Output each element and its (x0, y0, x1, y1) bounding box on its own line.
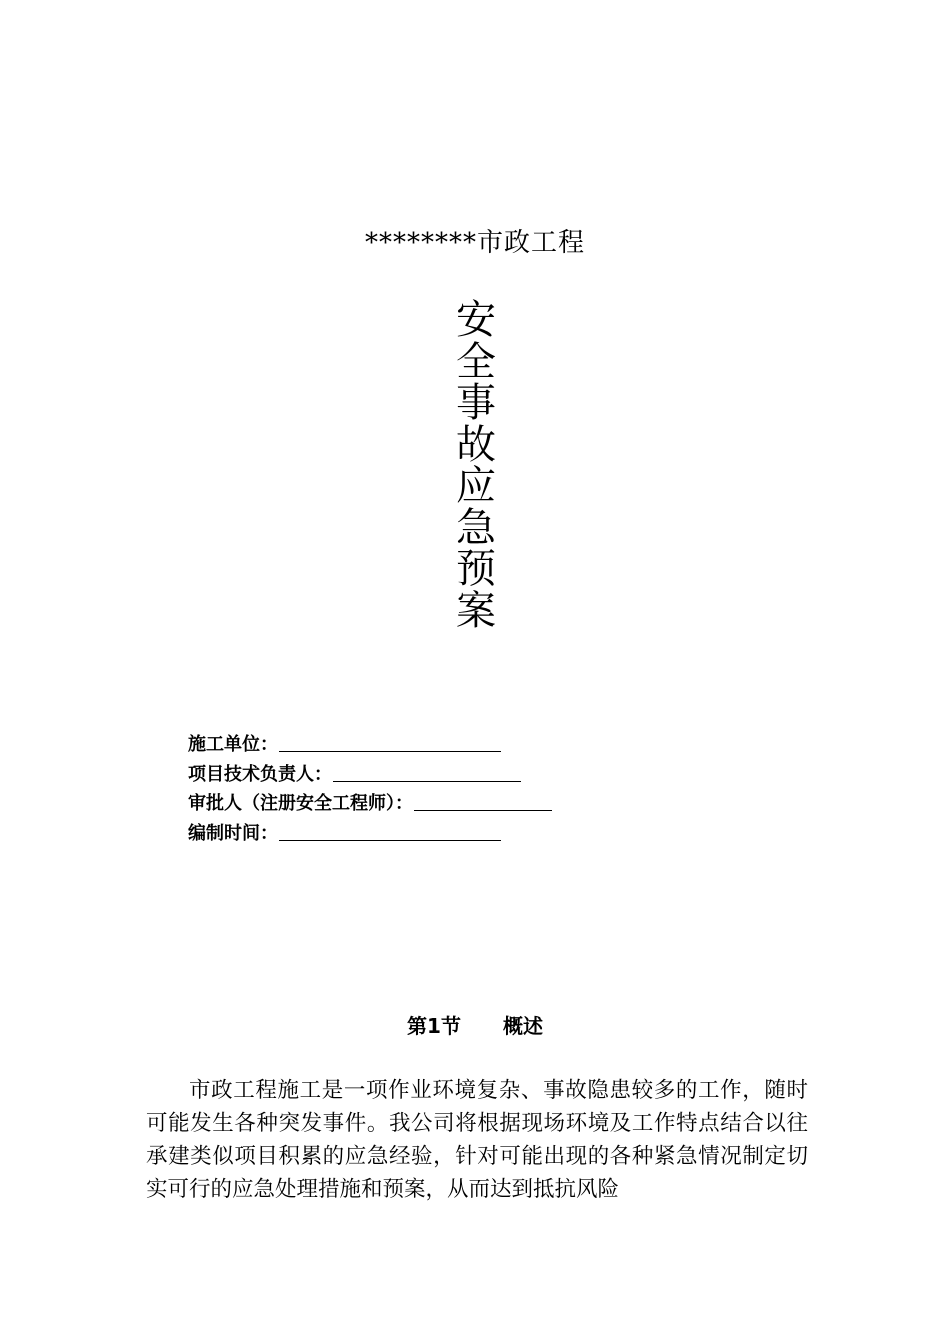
title-char: 案 (456, 587, 496, 634)
body-paragraph: 市政工程施工是一项作业环境复杂、事故隐患较多的工作，随时可能发生各种突发事件。我公司将根据现场环境及工作特点结合以往承建类似项目积累的应急经验，针对可能出现的各种紧急情况制定切实可行的应急处理措施和预案，从而达到抵抗风险 (146, 1078, 808, 1202)
section-heading (0, 1010, 950, 1039)
construction-unit-row (188, 730, 748, 760)
section-number: 第1节 (407, 1014, 461, 1038)
title-char: 预 (456, 546, 496, 592)
project-name: ********市政工程 (364, 228, 585, 258)
compile-date-row (188, 819, 748, 849)
title-char: 急 (456, 504, 496, 551)
approver-label: 审批人（注册安全工程师）： (188, 793, 413, 814)
signature-block (188, 730, 748, 848)
compile-date-blank (279, 822, 501, 841)
document-title (445, 297, 507, 634)
title-char: 全 (456, 338, 496, 385)
tech-lead-label: 项目技术负责人： (188, 763, 332, 785)
approver-row (188, 789, 748, 819)
compile-date-label: 编制时间： (188, 822, 278, 844)
approver-blank (414, 792, 552, 811)
construction-unit-label: 施工单位： (188, 734, 278, 755)
title-char: 安 (456, 297, 496, 343)
tech-lead-blank (333, 763, 521, 782)
title-char: 故 (456, 421, 496, 468)
section-title: 概述 (502, 1014, 543, 1038)
title-char: 事 (456, 380, 496, 426)
title-char: 应 (456, 463, 496, 509)
construction-unit-blank (279, 733, 501, 752)
tech-lead-row (188, 760, 748, 790)
